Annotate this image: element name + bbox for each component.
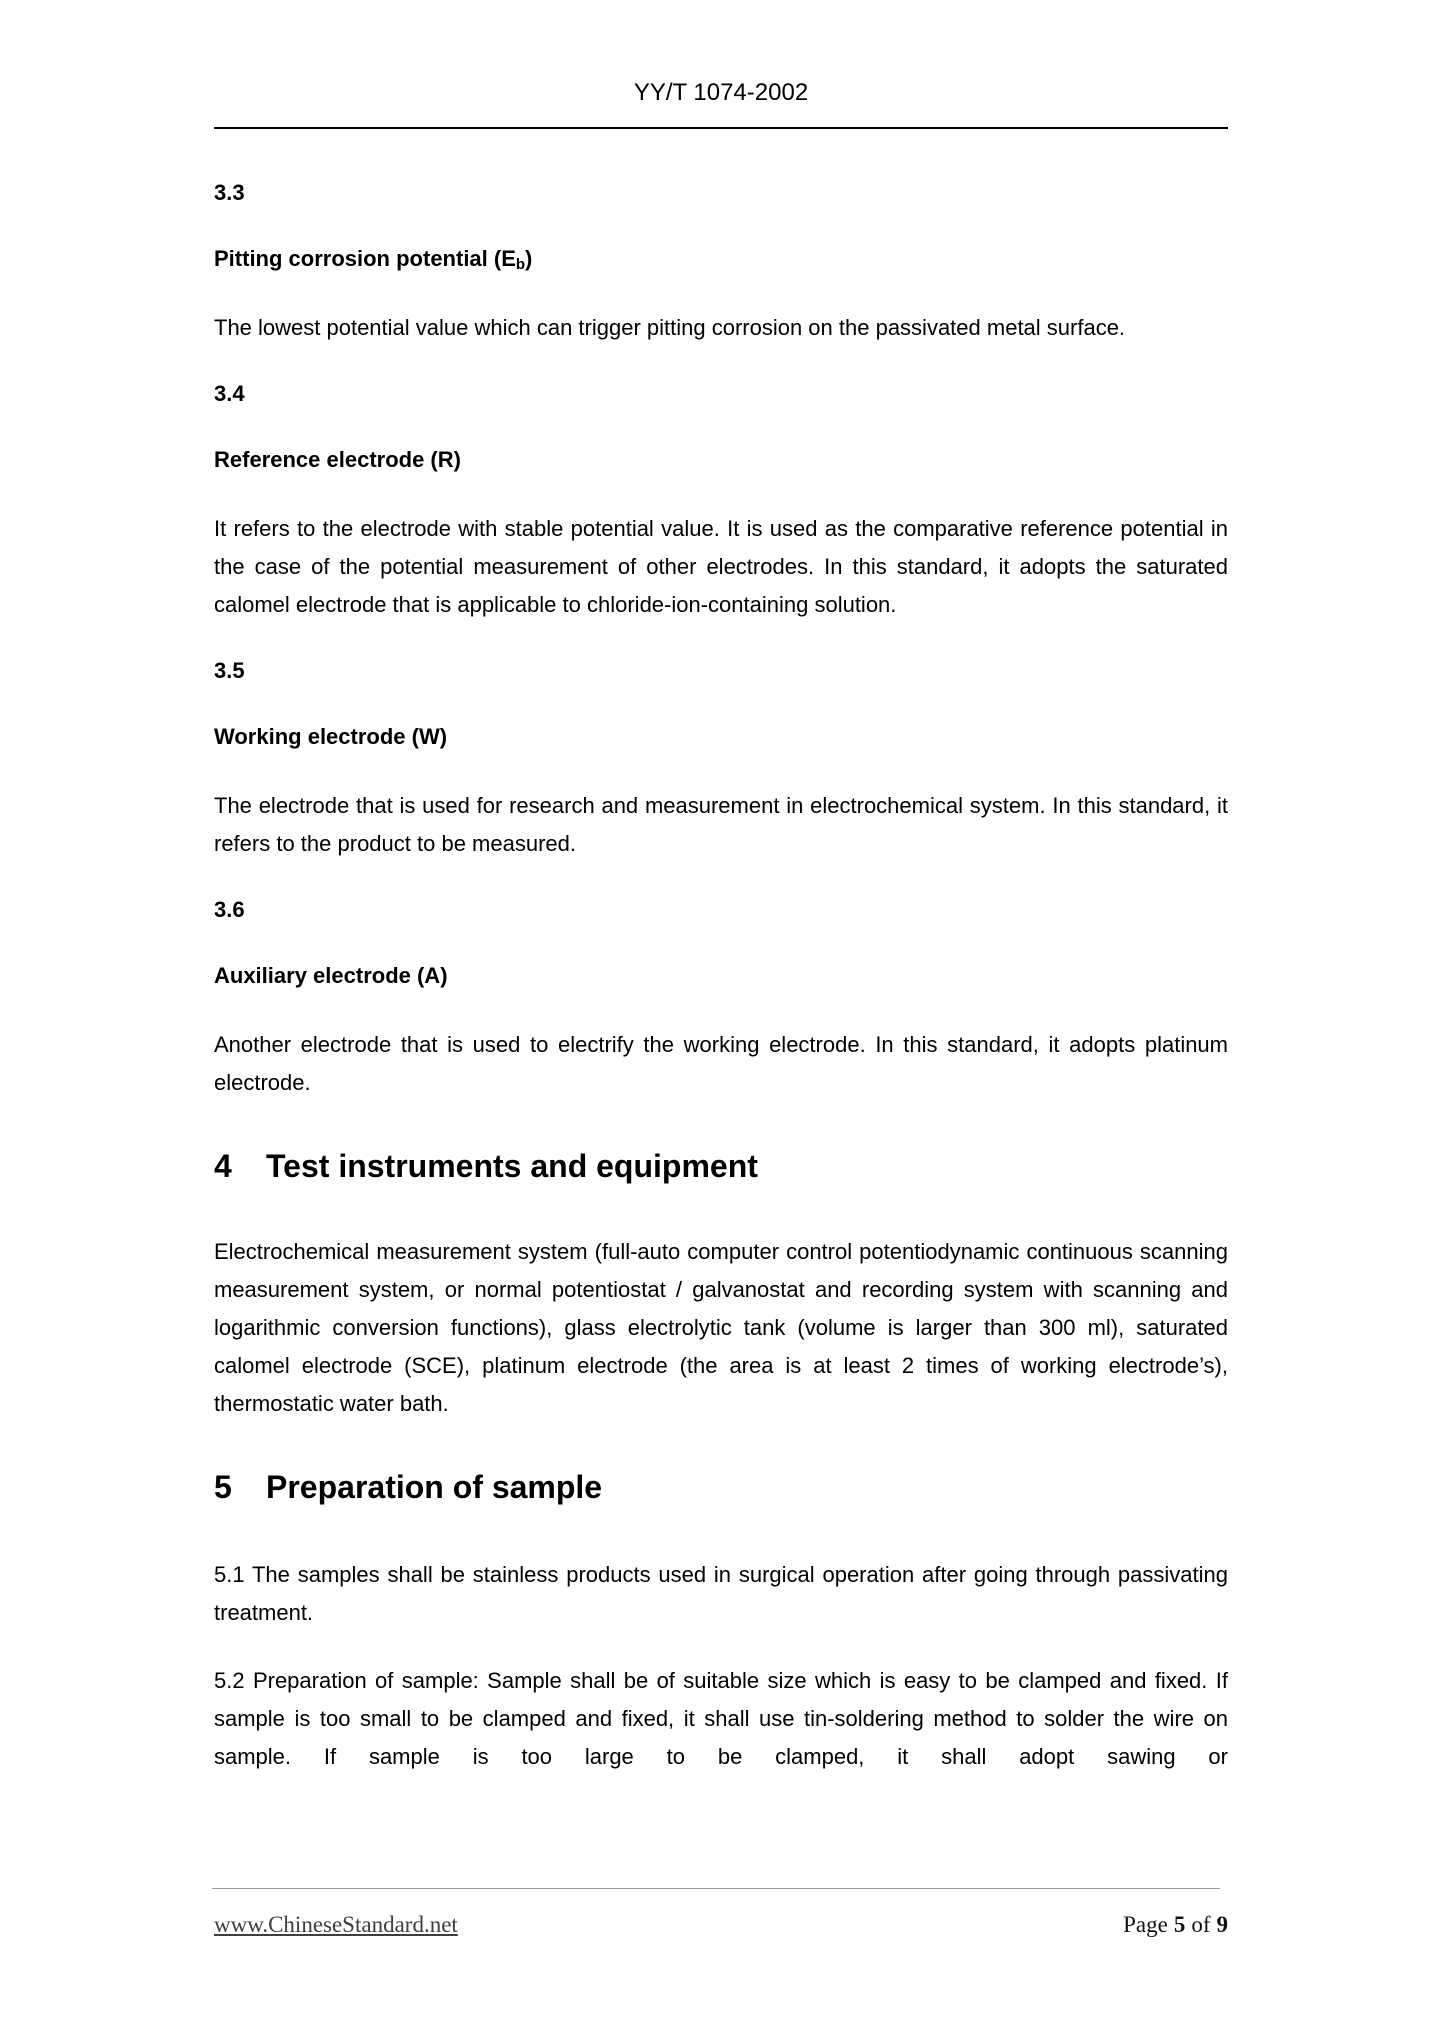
paragraph-5-1: 5.1 The samples shall be stainless products used in surgical operation after going through passivating treatment. bbox=[214, 1562, 1228, 1625]
of-word: of bbox=[1191, 1912, 1211, 1937]
section-5 bbox=[214, 1465, 1228, 1776]
term-heading bbox=[214, 240, 1228, 281]
section-5-heading bbox=[214, 1465, 1228, 1509]
page-header bbox=[214, 78, 1228, 129]
standard-code: YY/T 1074-2002 bbox=[633, 79, 809, 106]
page-footer bbox=[214, 1911, 1228, 1939]
term-subscript: b bbox=[515, 255, 526, 273]
term-heading bbox=[214, 957, 1228, 998]
clause-number: 3.5 bbox=[214, 658, 245, 683]
section-title: Test instruments and equipment bbox=[266, 1148, 758, 1184]
term-text: Auxiliary electrode (A) bbox=[214, 963, 448, 988]
term-text: Reference electrode (R) bbox=[214, 447, 461, 472]
header-rule bbox=[214, 127, 1228, 129]
term-heading bbox=[214, 441, 1228, 482]
clause-3-4 bbox=[214, 375, 1228, 624]
clause-definition: Another electrode that is used to electrify the working electrode. In this standard, it adopts platinum electrode. bbox=[214, 1032, 1228, 1095]
term-heading bbox=[214, 718, 1228, 759]
paragraph-5-2: 5.2 Preparation of sample: Sample shall be of suitable size which is easy to be clamped and fixed. If sample is too small to be clamped and fixed, it shall use tin-soldering method to solder the wire on sample. If sample is too large to be clamped, it shall adopt sawing or bbox=[214, 1668, 1228, 1769]
clause-3-5 bbox=[214, 652, 1228, 863]
footer-rule bbox=[212, 1888, 1220, 1889]
clause-number: 3.4 bbox=[214, 381, 245, 406]
section-number: 4 bbox=[214, 1148, 232, 1184]
clause-3-3 bbox=[214, 174, 1228, 347]
clause-number: 3.3 bbox=[214, 180, 245, 205]
section-4-heading bbox=[214, 1144, 1228, 1188]
section-title: Preparation of sample bbox=[266, 1469, 603, 1505]
clause-definition: The lowest potential value which can trigger pitting corrosion on the passivated metal surface. bbox=[214, 315, 1126, 340]
clause-definition: The electrode that is used for research and measurement in electrochemical system. In this standard, it refers to the product to be measured. bbox=[214, 793, 1228, 856]
page-indicator bbox=[1123, 1911, 1228, 1939]
clause-3-6 bbox=[214, 891, 1228, 1102]
website-link[interactable]: www.ChineseStandard.net bbox=[214, 1912, 458, 1937]
section-number: 5 bbox=[214, 1469, 232, 1505]
clause-definition: It refers to the electrode with stable potential value. It is used as the comparative reference potential in the case of the potential measurement of other electrodes. In this standard, it adopts the saturated calomel electrode that is applicable to chloride-ion-containing solution. bbox=[214, 516, 1228, 617]
section-4-paragraph: Electrochemical measurement system (full-auto computer control potentiodynamic continuous scanning measurement system, or normal potentiostat / galvanostat and recording system with scanning and logarithmic conversion functions), glass electrolytic tank (volume is larger than 300 ml), saturated calomel electrode (SCE), platinum electrode (the area is at least 2 times of working electrode’s), thermostatic water bath. bbox=[214, 1239, 1228, 1416]
term-text: Working electrode (W) bbox=[214, 724, 448, 749]
section-4 bbox=[214, 1144, 1228, 1423]
total-pages: 9 bbox=[1216, 1912, 1228, 1937]
clause-number: 3.6 bbox=[214, 897, 245, 922]
term-tail: ) bbox=[525, 246, 533, 271]
page-word: Page bbox=[1123, 1912, 1168, 1937]
term-text: Pitting corrosion potential (E bbox=[214, 246, 516, 271]
page-number: 5 bbox=[1173, 1912, 1186, 1937]
